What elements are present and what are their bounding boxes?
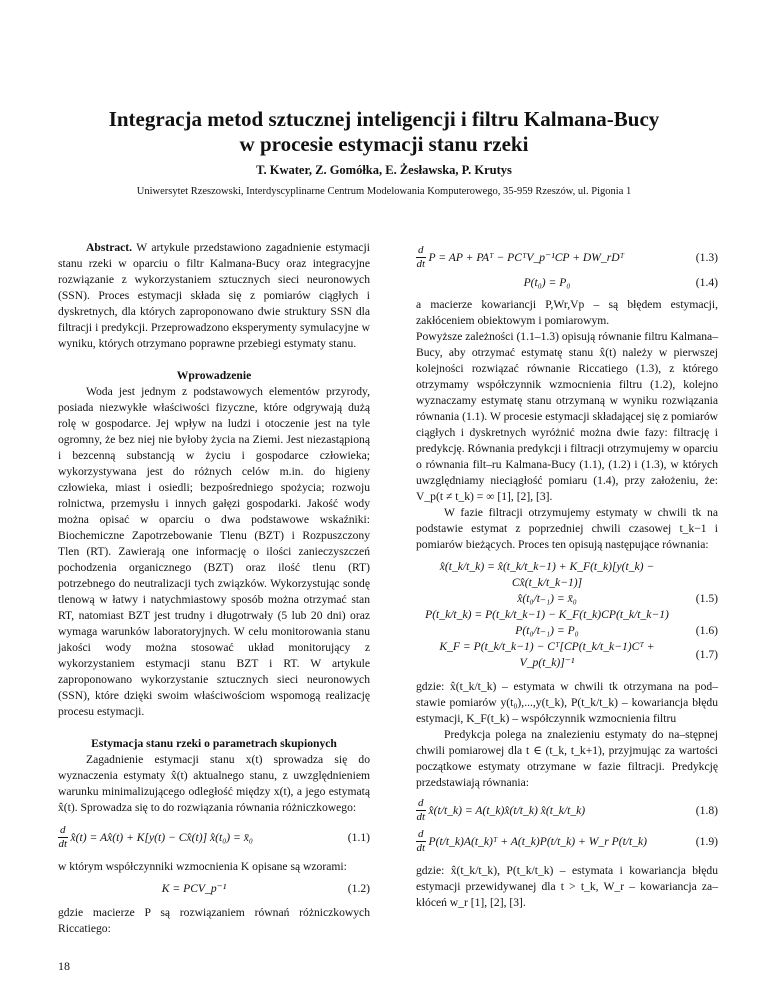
paragraph-after-1-1: w którym współczynniki wzmocnienia K opisane są wzorami: [58,860,347,873]
derivative-fraction: $\frac{d}{dt}$ [416,797,426,823]
equation-1-2 [58,881,370,897]
equation-group-filtration [416,559,718,671]
equation-1-7: K_F = P(t_k/t_k−1) − Cᵀ[CP(t_k/t_k−1)Cᵀ + V_p(t_k)]⁻¹ (1.7) [439,640,718,669]
authors: T. Kwater, Z. Gomółka, E. Żesławska, P. Krutys [256,163,512,177]
equation-1-8 [416,797,718,824]
left-column [58,240,370,937]
equation-1-1 [58,824,370,851]
equation-1-6: P(t₀/t₋₁) = P₀ (1.6) [515,624,718,637]
filtration-paragraph: W fazie filtracji otrzymujemy estymaty w chwili tk na podstawie estymat z poprzedniej chwili czasowej t_k−1 i pomiarów bieżących. Proces ten opisują następujące równania: [416,506,718,551]
abstract-label: Abstract. [86,241,133,254]
equation-body: K = PCV_p⁻¹ [161,882,227,895]
estimation-paragraph: Zagadnienie estymacji stanu x(t) sprowadza się do wyznaczenia estymaty x̂(t) aktualnego stanu, z uwzględnieniem warunku minimalizującego odległość między x(t), a jego estymatą x̂(t). Sprowadza się to do rozwiązania równania różniczkowego: [58,753,370,814]
equation-1-5c: P(t_k/t_k) = P(t_k/t_k−1) − K_F(t_k)CP(t_k/t_k−1) [425,608,669,621]
covariance-paragraph: a macierze kowariancji P,Wr,Vp – są błędem estymacji, zakłóceniem obiektowym i pomiarowym. [416,298,718,327]
abstract [58,240,370,352]
equation-body: P(t₀) = P₀ [523,276,571,289]
section-heading-estimation: Estymacja stanu rzeki o parametrach skupionych [91,737,337,750]
title-line-2: w procesie estymacji stanu rzeki [239,132,529,156]
right-column [416,244,718,911]
derivative-fraction: $\frac{d}{dt}$ [416,244,426,270]
equation-body: x̂(t/t_k) = A(t_k)x̂(t/t_k) x̂(t_k/t_k) [428,803,586,817]
equation-number: (1.1) [347,830,370,844]
intro-paragraph: Woda jest jednym z podstawowych elementów przyrody, posiada niezwykłe właściwości fizyczne, które odgrywają dużą rolę w gospodarce. Jej wpływ na ludzi i otoczenie jest na tyle ogromny, że bez niej nie byłoby życia na Ziemi. Jest niezastąpioną i bezcenną substancją w życiu i gospodarce człowieka; wykorzystywana jest do różnych celów m.in. do higieny człowieka, miast i osiedli; bezpośredniego spożycia; rozwoju rolnictwa, przemysłu i innych gałęzi gospodarki. Jakość wody można opisać w oparciu o dwa podstawowe wskaźniki: Biochemiczne Zapotrzebowanie Tlenu (BZT) i Rozpuszczony Tlen (RT). Zawierają one informację o ilości zanieczyszczeń pochodzenia organicznego (BZT) oraz ilość tlenu (RT) potrzebnego do neutralizacji tych związków. Wykorzystując sondę tlenową w łatwy i natychmiastowy sposób można otrzymać stan RT, natomiast BZT jest trudny i długotrwały (5 lub 20 dni) oraz wymaga warunków laboratoryjnych. W celu monitorowania stanu jakości wody można stosować układ monitorujący z wykorzystaniem estymacji stanu BZT i RT. W artykule zaproponowano wykorzystanie sztucznych sieci neuronowych (SSN), które dzięki swoim właściwościom wspomogą realizację procesu estymacji. [58,385,370,718]
equation-1-5a: x̂(t_k/t_k) = x̂(t_k/t_k−1) + K_F(t_k)[y(t_k) − Cx̂(t_k/t_k−1)] [439,560,655,589]
equation-body: P(t/t_k)A(t_k)ᵀ + A(t_k)P(t/t_k) + W_r P(t/t_k) [428,834,648,848]
equation-1-5b: x̂(t₀/t₋₁) = x̄₀ (1.5) [517,592,718,605]
equation-1-3 [416,244,718,271]
equation-number: (1.9) [695,834,718,848]
derivative-fraction: $\frac{d}{dt}$ [416,828,426,854]
abstract-text: W artykule przedstawiono zagadnienie estymacji stanu rzeki w oparciu o filtr Kalmana-Bucy oraz integracyjne rozwiązanie z wykorzystaniem sztucznych sieci neuronowych (SSN). Proces estymacji składa się z pomiarów ciągłych i dyskretnych, dla których zaproponowano dwie struktury SSN dla filtracji i predykcji. Przeprowadzono eksperymenty symulacyjne w wyniku, których otrzymano poprawne przebiegi estymaty stanu. [58,241,370,350]
equation-body: P = AP + PAᵀ − PCᵀV_p⁻¹CP + DW_rDᵀ [428,250,625,264]
equation-number: (1.3) [695,250,718,264]
equation-number: (1.2) [347,882,370,895]
prediction-paragraph: Predykcja polega na znalezieniu estymaty do na–stępnej chwili pomiarowej dla t ∈ (t_k, t_k+1), przyjmując za wartości początkowe estymaty otrzymane w fazie filtracji. Predykcję przedstawiają równania: [416,728,718,789]
equation-1-4 [416,275,718,291]
paragraph-after-1-2: gdzie macierze P są rozwiązaniem równań różniczkowych Riccatiego: [58,906,370,935]
page-number: 18 [58,959,70,973]
equation-number: (1.8) [695,803,718,817]
derivative-fraction: $\frac{d}{dt}$ [58,824,68,850]
filtration-definitions: gdzie: x̂(t_k/t_k) – estymata w chwili tk otrzymana na pod–stawie pomiarów y(t₀),...,y(t_k), P(t_k/t_k) – kowariancja błędu estymacji, K_F(t_k) – współczynnik wzmocnienia filtru [416,680,718,725]
kalman-bucy-paragraph: Powyższe zależności (1.1–1.3) opisują równanie filtru Kalmana–Bucy, aby otrzymać estymatę stanu x̂(t) należy w pierwszej kolejności rozwiązać równanie Riccatiego (1.3), z którego otrzymamy współczynnik wzmocnienia filtru (1.2), kolejno wyznaczamy estymatę stanu otrzymaną w wyniku rozwiązania równania (1.1). W procesie estymacji składającej się z pomiarów ciągłych i dyskretnych wyróżnić można dwie fazy: filtrację i predykcję. Równania predykcji i filtracji otrzymujemy w oparciu o równania filt–ru Kalmana-Bucy (1.1), (1.2) i (1.3), w których uwzględniamy nieciągłość pomiaru (1.4), przy założeniu, że: V_p(t ≠ t_k) = ∞ [1], [2], [3]. [416,330,718,503]
equation-1-9 [416,828,718,855]
paper-title [0,107,768,157]
equation-number: (1.4) [695,276,718,289]
equation-body: x̂(t) = Ax̂(t) + K[y(t) − Cx̂(t)] x̂(t₀) = x̄₀ [70,830,253,844]
section-heading-intro: Wprowadzenie [176,369,252,382]
title-line-1: Integracja metod sztucznej inteligencji i filtru Kalmana-Bucy [108,107,660,131]
prediction-definitions: gdzie: x̂(t_k/t_k), P(t_k/t_k) – estymata i kowariancja błędu estymacji przewidywanej dla t > t_k, W_r – kowariancja za–kłóceń w_r [1], [2], [3]. [416,864,718,909]
affiliation: Uniwersytet Rzeszowski, Interdyscyplinarne Centrum Modelowania Komputerowego, 35-959 Rzeszów, ul. Pigonia 1 [136,186,632,197]
